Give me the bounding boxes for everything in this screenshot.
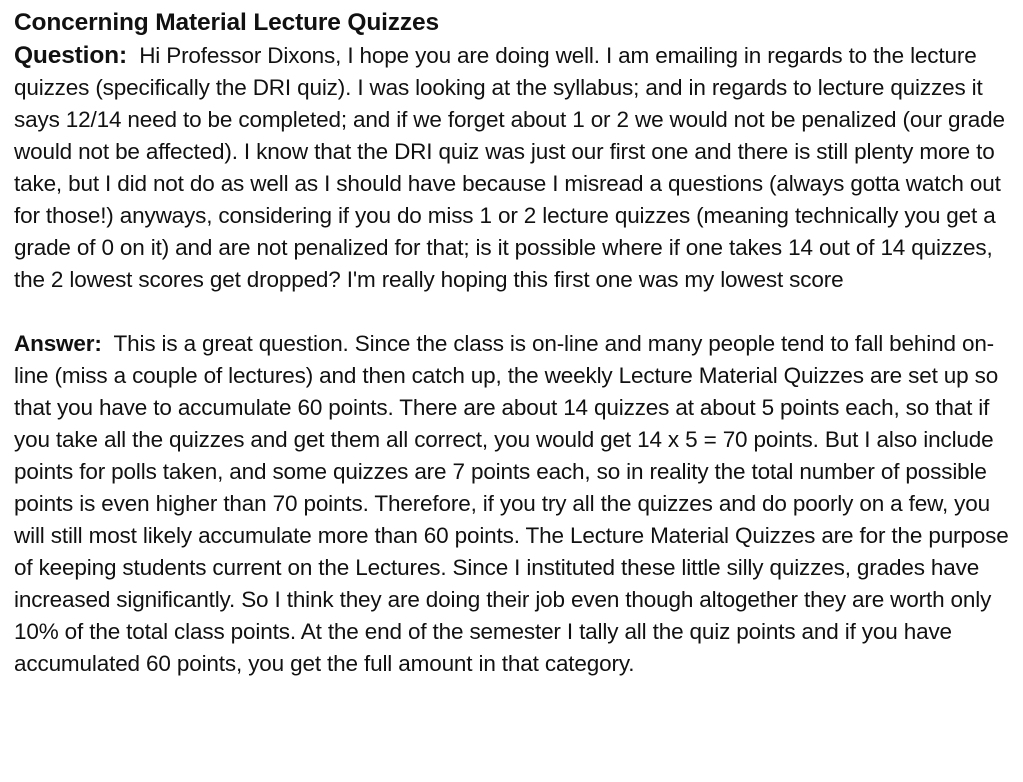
paragraph-spacer bbox=[14, 296, 1016, 328]
answer-text: This is a great question. Since the class is on-line and many people tend to fall behind on-line (miss a couple of lectures) and then catch up, the weekly Lecture Material Quizzes are set up so that you have to accumulate 60 points. There are about 14 quizzes at about 5 points each, so that if you take all the quizzes and get them all correct, you would get 14 x 5 = 70 points. But I also include points for polls taken, and some quizzes are 7 points each, so in reality the total number of possible points is even higher than 70 points. Therefore, if you try all the quizzes and do poorly on a few, you will still most likely accumulate more than 60 points. The Lecture Material Quizzes are for the purpose of keeping students current on the Lectures. Since I instituted these little silly quizzes, grades have increased significantly. So I think they are doing their job even though altogether they are worth only 10% of the total class points. At the end of the semester I tally all the quiz points and if you have accumulated 60 points, you get the full amount in that category. bbox=[14, 331, 1009, 676]
question-paragraph bbox=[14, 40, 1016, 296]
question-label: Question: bbox=[14, 42, 127, 69]
answer-label: Answer: bbox=[14, 331, 102, 356]
document-title: Concerning Material Lecture Quizzes bbox=[14, 9, 439, 36]
question-text: Hi Professor Dixons, I hope you are doing well. I am emailing in regards to the lecture quizzes (specifically the DRI quiz). I was looking at the syllabus; and in regards to lecture quizzes it says 12/14 need to be completed; and if we forget about 1 or 2 we would not be penalized (our grade would not be affected). I know that the DRI quiz was just our first one and there is still plenty more to take, but I did not do as well as I should have because I misread a questions (always gotta watch out for those!) anyways, considering if you do miss 1 or 2 lecture quizzes (meaning technically you get a grade of 0 on it) and are not penalized for that; is it possible where if one takes 14 out of 14 quizzes, the 2 lowest scores get dropped? I'm really hoping this first one was my lowest score bbox=[14, 43, 1005, 292]
document-page bbox=[14, 6, 1016, 680]
answer-paragraph bbox=[14, 328, 1016, 680]
